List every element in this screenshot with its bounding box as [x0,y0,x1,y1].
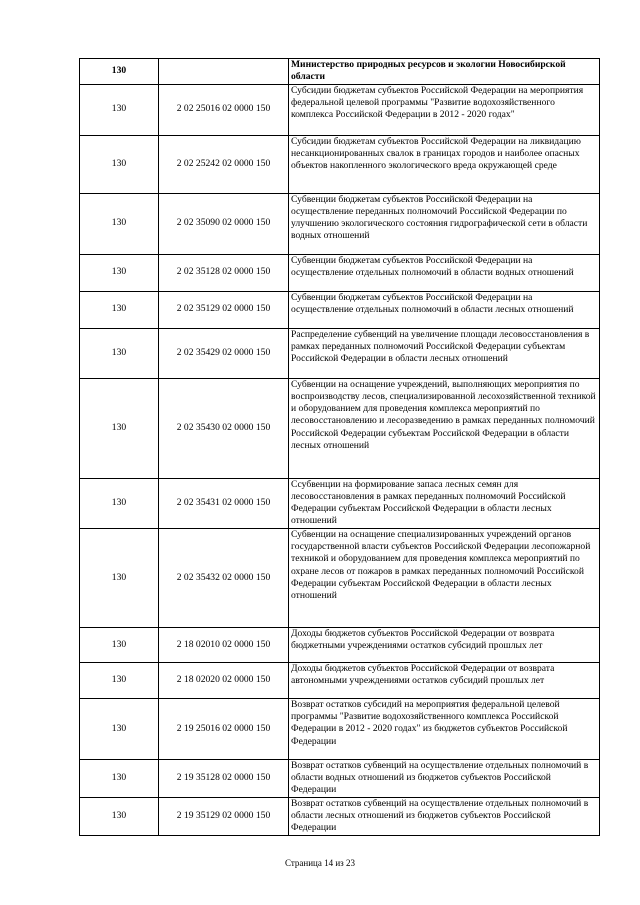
row-kbk-cell: 2 02 35429 02 0000 150 [159,328,289,378]
header-name-cell: Министерство природных ресурсов и экологии Новосибирской области [289,59,600,85]
row-code-cell: 130 [80,662,159,698]
header-code-cell: 130 [80,59,159,85]
row-kbk-cell: 2 19 35128 02 0000 150 [159,759,289,797]
row-code-cell: 130 [80,759,159,797]
table-row [80,378,600,478]
table-row [80,698,600,759]
row-kbk-cell: 2 02 25242 02 0000 150 [159,135,289,193]
table-row [80,291,600,328]
header-kbk-cell [159,59,289,85]
table-row [80,627,600,662]
row-name-cell: Возврат остатков субвенций на осуществление отдельных полномочий в области водных отношений из бюджетов субъектов Российской Федерации [289,759,600,797]
row-kbk-cell: 2 19 25016 02 0000 150 [159,698,289,759]
header-row [80,59,600,85]
row-name-cell: Ссубвенции на формирование запаса лесных семян для лесовосстановления в рамках переданных полномочий Российской Федерации субъектам Российской Федерации в области лесных отношений [289,478,600,528]
row-code-cell: 130 [80,478,159,528]
table-row [80,662,600,698]
row-kbk-cell: 2 02 25016 02 0000 150 [159,84,289,135]
table-row [80,84,600,135]
row-code-cell: 130 [80,193,159,254]
row-code-cell: 130 [80,254,159,291]
table-row [80,759,600,797]
row-kbk-cell: 2 02 35128 02 0000 150 [159,254,289,291]
row-kbk-cell: 2 02 35432 02 0000 150 [159,528,289,627]
row-kbk-cell: 2 18 02010 02 0000 150 [159,627,289,662]
row-name-cell: Субвенции на оснащение учреждений, выполняющих мероприятия по воспроизводству лесов, специализированной лесохозяйственной техникой и оборудованием для проведения комплекса мероприятий по лесовосстановлению и лесоразведению в рамках переданных полномочий Российской Федерации субъектам Российской Федерации в области лесных отношений [289,378,600,478]
page-footer: Страница 14 из 23 [285,858,355,868]
row-kbk-cell: 2 02 35431 02 0000 150 [159,478,289,528]
table-row [80,797,600,835]
row-name-cell: Субсидии бюджетам субъектов Российской Федерации на мероприятия федеральной целевой программы "Развитие водохозяйственного комплекса Российской Федерации в 2012 - 2020 годах" [289,84,600,135]
table-row [80,135,600,193]
row-name-cell: Распределение субвенций на увеличение площади лесовосстановления в рамках переданных полномочий Российской Федерации субъектам Российской Федерации в области лесных отношений [289,328,600,378]
row-code-cell: 130 [80,528,159,627]
row-code-cell: 130 [80,698,159,759]
row-kbk-cell: 2 02 35129 02 0000 150 [159,291,289,328]
row-kbk-cell: 2 02 35090 02 0000 150 [159,193,289,254]
table-row [80,328,600,378]
row-kbk-cell: 2 18 02020 02 0000 150 [159,662,289,698]
row-code-cell: 130 [80,135,159,193]
row-name-cell: Субвенции бюджетам субъектов Российской Федерации на осуществление отдельных полномочий в области водных отношений [289,254,600,291]
row-kbk-cell: 2 02 35430 02 0000 150 [159,378,289,478]
revenue-codes-table [79,58,600,836]
row-name-cell: Доходы бюджетов субъектов Российской Федерации от возврата бюджетными учреждениями остатков субсидий прошлых лет [289,627,600,662]
row-code-cell: 130 [80,84,159,135]
row-code-cell: 130 [80,797,159,835]
table-body [80,59,600,836]
row-name-cell: Доходы бюджетов субъектов Российской Федерации от возврата автономными учреждениями остатков субсидий прошлых лет [289,662,600,698]
row-name-cell: Возврат остатков субсидий на мероприятия федеральной целевой программы "Развитие водохозяйственного комплекса Российской Федерации в 2012 - 2020 годах" из бюджетов субъектов Российской Федерации [289,698,600,759]
row-name-cell: Субвенции бюджетам субъектов Российской Федерации на осуществление отдельных полномочий в области лесных отношений [289,291,600,328]
row-code-cell: 130 [80,378,159,478]
table-row [80,254,600,291]
row-name-cell: Возврат остатков субвенций на осуществление отдельных полномочий в области лесных отношений из бюджетов субъектов Российской Федерации [289,797,600,835]
row-code-cell: 130 [80,291,159,328]
row-code-cell: 130 [80,328,159,378]
table-row [80,478,600,528]
row-name-cell: Субвенции бюджетам субъектов Российской Федерации на осуществление переданных полномочий Российской Федерации по улучшению экологического состояния гидрографической сети в области водных отношений [289,193,600,254]
row-code-cell: 130 [80,627,159,662]
row-name-cell: Субсидии бюджетам субъектов Российской Федерации на ликвидацию несанкционированных свалок в границах городов и наиболее опасных объектов накопленного экологического вреда окружающей среде [289,135,600,193]
row-kbk-cell: 2 19 35129 02 0000 150 [159,797,289,835]
row-name-cell: Субвенции на оснащение специализированных учреждений органов государственной власти субъектов Российской Федерации лесопожарной техникой и оборудованием для проведения комплекса мероприятий по охране лесов от пожаров в рамках переданных полномочий Российской Федерации субъектам Российской Федерации в области лесных отношений [289,528,600,627]
table-row [80,193,600,254]
table-row [80,528,600,627]
